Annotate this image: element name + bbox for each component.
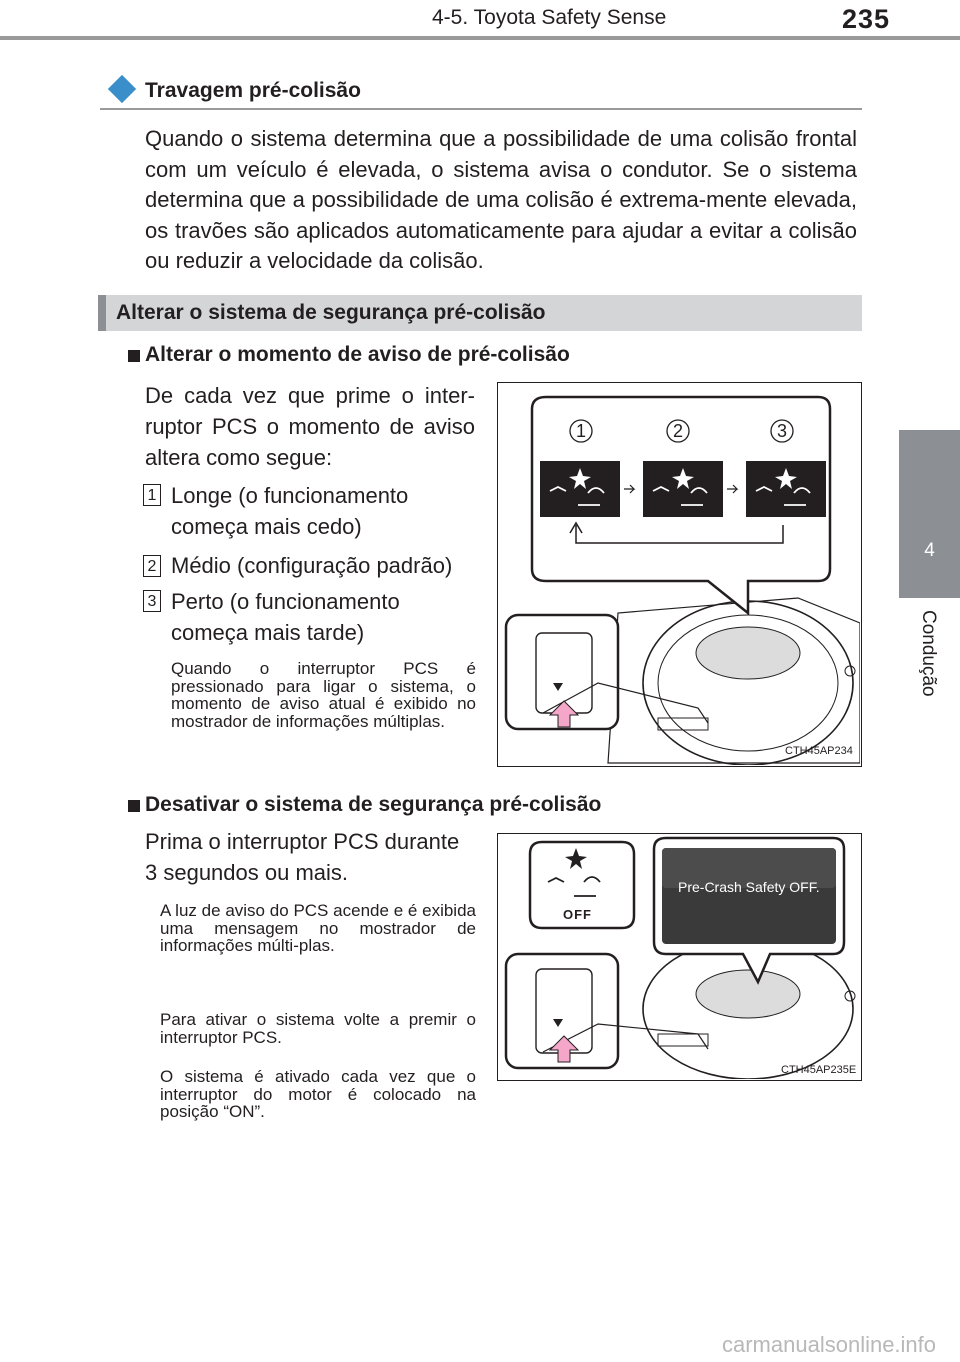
pcs-warning-icon [540, 461, 826, 517]
sub2-note-2: Para ativar o sistema volte a premir o interruptor PCS. [160, 1010, 476, 1047]
page-number: 235 [842, 4, 891, 34]
figure-code: CTH45AP234 [785, 745, 853, 757]
sub2-intro: Prima o interruptor PCS durante 3 segundos ou mais. [145, 829, 460, 885]
figure-disable-pcs [497, 833, 862, 1081]
item-number-badge: 2 [143, 555, 161, 577]
figure-label-2: 2 [672, 421, 684, 441]
sub1-intro: De cada vez que prime o inter-ruptor PCS o momento de aviso altera como segue: [145, 383, 475, 470]
display-message: Pre-Crash Safety OFF. [678, 879, 820, 895]
figure-label-1: 1 [575, 421, 587, 441]
subheading-warning-timing: Alterar o momento de aviso de pré-colisão [145, 343, 570, 366]
figure-code: CTH45AP235E [781, 1064, 857, 1076]
figure-label-3: 3 [776, 421, 788, 441]
square-bullet-icon [128, 800, 140, 812]
square-bullet-icon [128, 350, 140, 362]
watermark: carmanualsonline.info [722, 1332, 937, 1357]
subheading-disable-pcs: Desativar o sistema de segurança pré-colisão [145, 793, 602, 816]
item-number-badge: 1 [143, 484, 161, 506]
header-rule [0, 36, 960, 40]
timing-item-near: Perto (o funcionamento começa mais tarde) [171, 589, 400, 645]
band-heading: Alterar o sistema de segurança pré-colisão [116, 301, 546, 324]
section-rule [100, 108, 862, 110]
chapter-title: Condução [918, 610, 939, 697]
item-number-badge: 3 [143, 590, 161, 612]
off-label: OFF [563, 907, 592, 922]
timing-item-medium: Médio (configuração padrão) [171, 553, 453, 578]
sub2-note-1: A luz de aviso do PCS acende e é exibida uma mensagem no mostrador de informações múlti-plas. [160, 901, 476, 955]
section-paragraph: Quando o sistema determina que a possibilidade de uma colisão frontal com um veículo é elevada, o sistema avisa o condutor. Se o sistema determina que a possibilidade de uma colisão é extrema-mente elevada, os travões são aplicados automaticamente para ajudar a evitar a colisão ou reduzir a velocidade da colisão. [145, 126, 857, 273]
header-section-title: 4-5. Toyota Safety Sense [432, 6, 667, 29]
chapter-tab [899, 430, 960, 598]
diamond-bullet-icon [108, 75, 136, 103]
sub1-note: Quando o interruptor PCS é pressionado para ligar o sistema, o momento de aviso atual é exibido no mostrador de informações múltiplas. [171, 659, 476, 731]
figure-warning-timing [497, 382, 862, 767]
timing-item-far: Longe (o funcionamento começa mais cedo) [171, 483, 409, 539]
sub2-note-3: O sistema é ativado cada vez que o interruptor do motor é colocado na posição “ON”. [160, 1067, 476, 1121]
section-heading: Travagem pré-colisão [145, 79, 361, 102]
chapter-number: 4 [924, 540, 935, 561]
